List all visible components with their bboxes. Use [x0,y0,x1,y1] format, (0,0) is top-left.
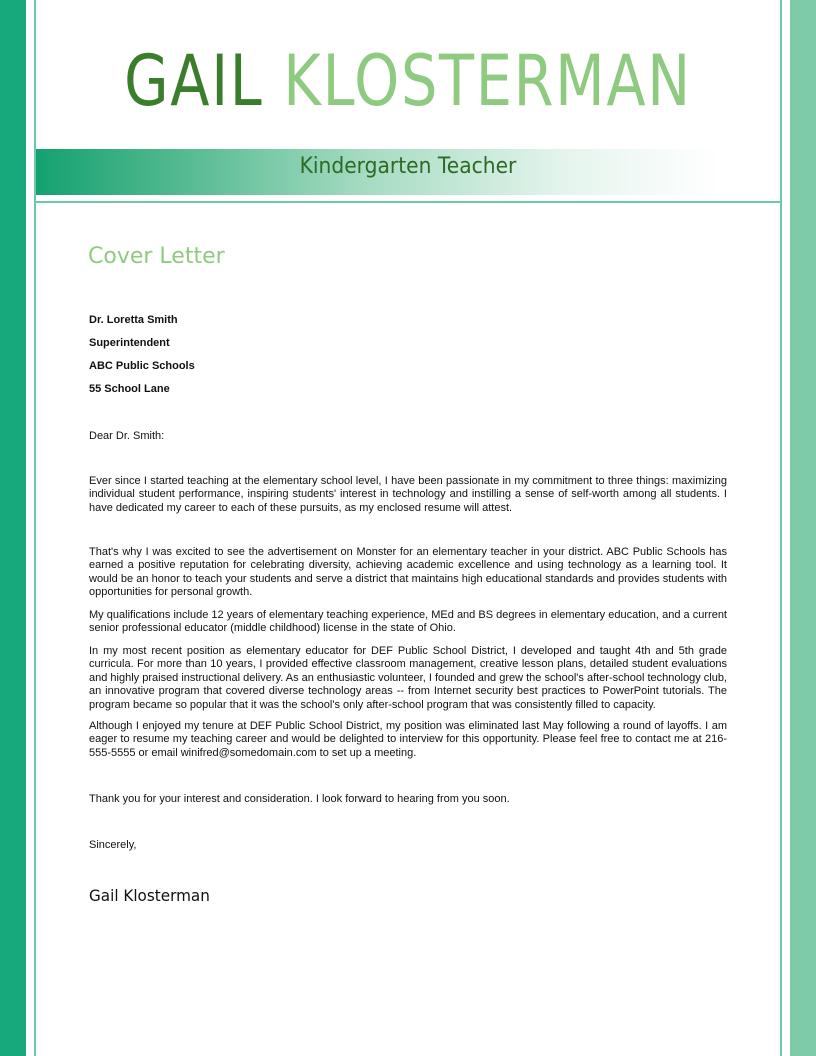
applicant-name [103,38,713,124]
paragraph: That's why I was excited to see the advertisement on Monster for an elementary teacher in your district. ABC Public Schools has earned a positive reputation for celebrating diversity, achieving academic excellence and using technology as a learning tool. It would be an honor to teach your students and serve a district that maintains high educational standards and provides students with opportunities for personal growth. [89,546,727,599]
left-accent-bar [0,0,26,1056]
paragraph: Although I enjoyed my tenure at DEF Public School District, my position was eliminated last May following a round of layoffs. I am eager to resume my teaching career and would be delighted to interview for this opportunity. Please feel free to contact me at 216-555-5555 or email winifred@somedomain.com to set up a meeting. [89,720,727,759]
recipient-address: 55 School Lane [89,383,170,395]
paragraph: In my most recent position as elementary educator for DEF Public School District, I developed and taught 4th and 5th grade curricula. For more than 10 years, I provided effective classroom management, creative lesson plans, detailed student evaluations and highly praised instructional delivery. As an enthusiastic volunteer, I founded and grew the school's after-school technology club, an innovative program that covered diverse technology areas -- from Internet security best practices to PowerPoint tutorials. The program became so popular that it was the school's only after-school program that was consistently filled to capacity. [89,645,727,711]
first-name: GAIL [124,40,264,122]
right-accent-line [780,0,782,1056]
section-title: Cover Letter [88,244,225,269]
recipient-block [89,314,727,406]
paragraph: Ever since I started teaching at the elementary school level, I have been passionate in my commitment to three things: maximizing individual student performance, inspiring students' interest in technology and instilling a sense of self-worth among all students. I have dedicated my career to each of these pursuits, as my enclosed resume will attest. [89,475,727,514]
recipient-name: Dr. Loretta Smith [89,314,178,326]
paragraph: My qualifications include 12 years of elementary teaching experience, MEd and BS degrees in elementary education, and a current senior professional educator (middle childhood) license in the state of Ohio. [89,609,727,635]
recipient-organization: ABC Public Schools [89,360,195,372]
right-accent-bar [790,0,816,1056]
paragraph: Thank you for your interest and consideration. I look forward to hearing from you soon. [89,793,510,805]
job-title: Kindergarten Teacher [299,154,517,179]
last-name: KLOSTERMAN [283,40,692,122]
recipient-title: Superintendent [89,337,170,349]
closing: Sincerely, [89,839,137,851]
signature: Gail Klosterman [89,886,210,905]
salutation: Dear Dr. Smith: [89,430,165,442]
header-divider [36,201,780,203]
